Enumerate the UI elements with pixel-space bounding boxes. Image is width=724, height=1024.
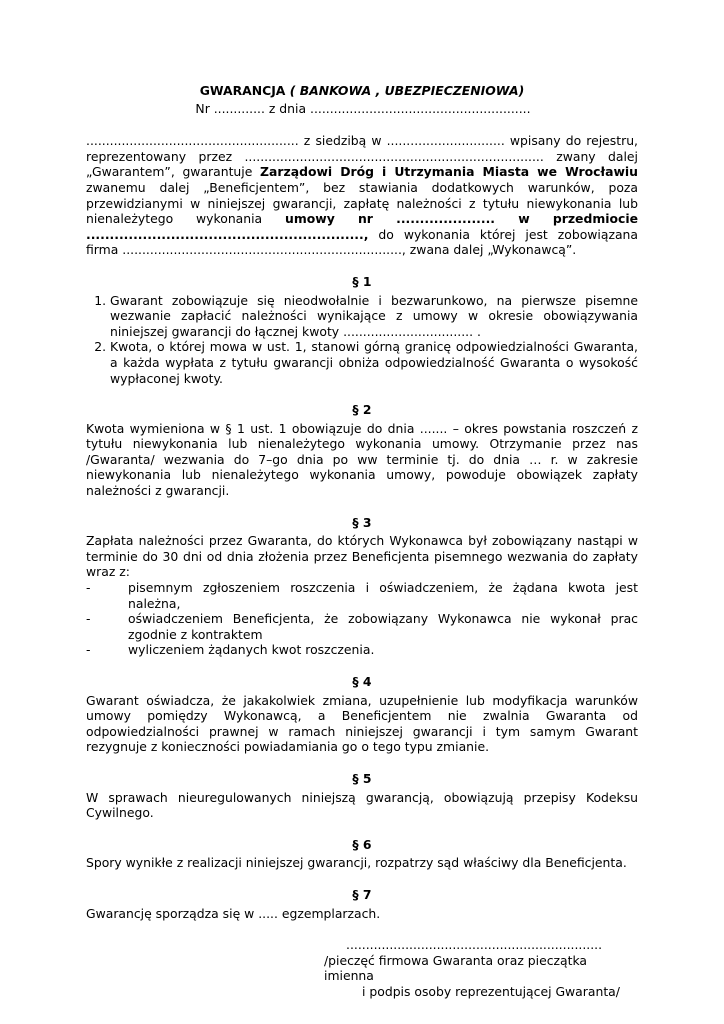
section-4-text: Gwarant oświadcza, że jakakolwiek zmiana, uzupełnienie lub modyfikacja warunków umowy pomiędzy Wykonawcą, a Beneficjentem nie zwalnia Gwaranta od odpowiedzialności prawnej w ramach niniejszej gwarancji i tym samym Gwarant rezygnuje z konieczności powiadamiania go o tego typu zmianie. [86,692,638,755]
intro-part-1: ...................................................... z siedzibą w .............................. wpisany do rejestru, reprezentowany przez ............................................................................ zwany dalej „Gwarantem”, gwarantuje [86,133,638,180]
signature-caption-2: i podpis osoby reprezentującej Gwaranta/ [362,983,620,999]
section-3-item-3 [86,642,638,658]
intro-part-3: do wykonania której jest zobowiązana firma ......................................................................., zwana dalej „Wykonawcą”. [86,226,638,258]
number-date-line: Nr ............. z dnia ........................................................ [195,100,531,116]
dash-marker: - [86,642,91,658]
signature-line: ................................................................. [346,937,603,953]
section-7-heading: § 7 [352,886,372,902]
title-subtitle: ( BANKOWA , UBEZPIECZENIOWA) [289,83,525,98]
intro-paragraph [86,133,638,258]
contract-reference: umowy nr ..................... w przedmiocie ..........................................................., [86,211,638,242]
section-3-item-2 [86,611,638,642]
section-7-text: Gwarancję sporządza się w ..... egzemplarzach. [86,905,381,921]
section-1-list [86,293,638,387]
dash-marker: - [86,580,91,596]
section-2-text: Kwota wymieniona w § 1 ust. 1 obowiązuje do dnia ....... – okres powstania roszczeń z tytułu niewykonania lub nienależytego wykonania umowy. Otrzymanie przez nas /Gwaranta/ wezwania do 7–go dnia po ww terminie tj. do dnia … r. w zakresie niewykonania lub nienależytego wykonania umowy, powoduje obowiązek zapłaty należności z gwarancji. [86,420,638,499]
section-1-item-2: 2. Kwota, o której mowa w ust. 1, stanowi górną granicę odpowiedzialności Gwaranta, a każda wypłata z tytułu gwarancji obniża odpowiedzialność Gwaranta o wysokość wypłaconej kwoty. [110,339,638,386]
section-2-heading: § 2 [352,402,372,418]
intro-part-2: zwanemu dalej „Beneficjentem”, bez stawiania dodatkowych warunków, poza przewidzianymi w niniejszej gwarancji, zapłatę należności z tytułu niewykonania lub nienależytego wykonania [86,179,638,227]
section-5-heading: § 5 [352,770,372,786]
section-3-item-3-text: wyliczeniem żądanych kwot roszczenia. [128,642,375,658]
section-6-text: Spory wynikłe z realizacji niniejszej gwarancji, rozpatrzy sąd właściwy dla Beneficjenta. [86,855,627,871]
section-3-text: Zapłata należności przez Gwaranta, do których Wykonawca był zobowiązany nastąpi w terminie do 30 dni od dnia złożenia przez Beneficjenta pisemnego wezwania do zapłaty wraz z: [86,533,638,580]
signature-block [86,937,638,999]
section-4-heading: § 4 [352,674,372,689]
section-3-item-1 [86,580,638,611]
section-6-heading: § 6 [352,836,372,852]
section-3-item-2-text: oświadczeniem Beneficjenta, że zobowiązany Wykonawca nie wykonał prac zgodnie z kontraktem [128,611,638,642]
section-3-heading: § 3 [352,514,372,530]
section-3-item-1-text: pisemnym zgłoszeniem roszczenia i oświadczeniem, że żądana kwota jest należna, [128,580,638,611]
document-title [86,83,638,99]
beneficiary-name: Zarządowi Dróg i Utrzymania Miasta we Wrocławiu [260,164,638,180]
dash-marker: - [86,611,91,627]
section-1-heading: § 1 [352,273,372,289]
section-5-text: W sprawach nieuregulowanych niniejszą gwarancją, obowiązują przepisy Kodeksu Cywilnego. [86,789,638,821]
title-main: GWARANCJA [199,83,286,98]
section-3-list [86,580,638,658]
signature-caption-1: /pieczęć firmowa Gwaranta oraz pieczątka imienna [324,952,588,984]
section-1-item-1: 1. Gwarant zobowiązuje się nieodwołalnie i bezwarunkowo, na pierwsze pisemne wezwanie zapłacić należności wynikające z umowy w okresie obowiązywania niniejszej gwarancji do łącznej kwoty ................................. . [110,293,638,340]
